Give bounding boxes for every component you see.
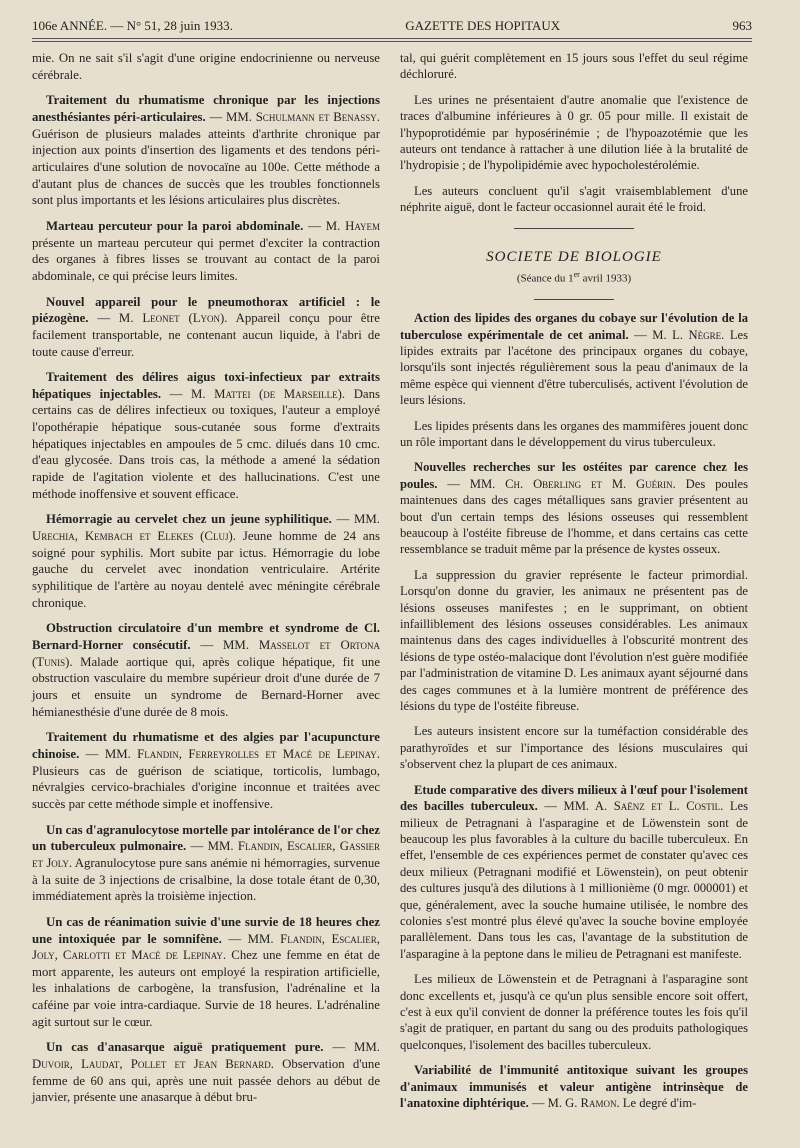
paragraph-body: La suppression du gravier représente le facteur primordial. Lorsqu'on donne du gravier, les animaux ne présentent pas de lésions osseuses manifestes ; en le supprimant, on obtient infailliblement des lésions osseuses considérables. Les animaux maintenus dans des cages individuelles à l'obscurité montrent des lésions de type ostéo-malacique dont l'évolution n'est guère modifiée par l'administration de vitamine D. Les animaux ayant séjourné dans des cages communes et à la lumière montrent de préférence des lésions du type de l'ostéite fibreuse. [400,567,748,714]
abstract-title: Nouvelles recherches sur les ostéites par carence chez les poules. [400,460,748,491]
abstract-title: Traitement du rhumatisme chronique par les injections anesthésiantes péri-articulaires. [32,93,380,124]
paragraph-body: Les milieux de Petragnani à l'asparagine et de Löwenstein sont de beaucoup les plus favorables à la culture du bacille tuberculeux. En effet, l'ensemble de ces expériences permet de constater qu'avec ces deux milieux (Petragnani modifié et Löwenstein), on peut obtenir des cultures jusqu'à des dilutions à 1 millionième (0 mgr. 000001) et que, généralement, avec la souche humaine utilisée, le nombre des colonies s'est montré plus élevé qu'avec la souche bovine employée parallèlement. Dans tous les cas, l'avantage de la substitution de l'asparagine à la peptone dans le milieu de Petragnani est manifeste. [400,799,748,961]
abstract-paragraph [32,294,380,361]
abstract-title: Nouvel appareil pour le pneumothorax artificiel : le piézogène. [32,294,380,326]
paragraph-body: Les lipides présents dans les organes des mammifères jouent donc un rôle important dans le développement du virus tuberculeux. [400,418,748,449]
abstract-title: Traitement du rhumatisme et des algies par l'acupuncture chinoise. [32,730,380,761]
continued-article [400,50,748,216]
text-paragraph [400,183,748,216]
abstract-authors: — M. Mattei (de Marseille). [169,386,346,401]
abstract-authors: — MM. Flandin, Escalier, Joly, Carlotti et Macé de Lepinay. [32,931,380,963]
right-column [400,50,748,1120]
abstract-authors: — M. G. Ramon. [531,1096,620,1110]
text-paragraph [32,50,380,83]
abstract-title: Un cas d'agranulocytose mortelle par intolérance de l'or chez un tuberculeux pulmonaire. [32,822,380,854]
abstract-title: Obstruction circulatoire d'un membre et syndrome de Cl. Bernard-Horner consécutif. [32,621,380,652]
abstract-authors: — MM. Ch. Oberling et M. Guérin. [447,476,676,491]
paragraph-body: Le degré d'im- [622,1096,697,1110]
abstract-paragraph [32,369,380,502]
left-column [32,50,380,1115]
paragraph-body: Les auteurs concluent qu'il s'agit vraisemblablement d'une néphrite aiguë, dont le facteur occasionnel aurait été le froid. [400,183,748,215]
paragraph-body: Les milieux de Löwenstein et de Petragnani à l'asparagine sont donc excellents et, jusqu'à ce qu'un plus sensible encore soit offert, c'est à eux qu'il convient de donner la préférence toutes les fois qu'il s'agit de pratiquer, en partant du sang ou des produits pathologiques quelconques, l'isolement des bacilles tuberculeux. [400,972,748,1052]
abstract-title: Un cas d'anasarque aiguë pratiquement pure. [46,1040,324,1055]
header-page-number: 963 [732,18,752,33]
society-title: SOCIETE DE BIOLOGIE [486,248,662,265]
abstract-authors: — MM. Urechia, Kembach et Elekes (Cluj). [32,512,380,544]
abstract-authors: — MM. Flandin, Ferreyrolles et Macé de Lepinay. [85,746,380,761]
paragraph-body: présente un marteau percuteur qui permet d'exciter la contraction des organes à fibres lisses se trouvant au contact de la paroi abdominale, ce qui précise leurs limites. [32,235,380,283]
paragraph-body: Chez une femme en état de mort apparente, les auteurs ont employé la respiration artificielle, les inhalations de carbogène, la transfusion, l'adrénaline et la caféine par voie intra-cardiaque. Survie de 18 heures. L'adrénaline agit surtout sur le cœur. [32,948,380,1029]
paragraph-body: tal, qui guérit complètement en 15 jours sous l'effet du seul régime déchloruré. [400,51,748,82]
header-rule-double [32,41,752,42]
abstract-title: Un cas de réanimation suivie d'une survie de 18 heures chez une intoxiquée par le somnifène. [32,914,380,946]
abstract-paragraph [32,914,380,1031]
header-rule [32,38,752,39]
paragraph-body: Observation d'une femme de 60 ans qui, après une nuit passée dehors au début de janvier, présente une anasarque à début bru- [32,1057,381,1105]
paragraph-body: Les auteurs insistent encore sur la tuméfaction considérable des parathyroïdes et sur l'importance des lésions musculaires qui s'observent chez la plupart de ces animaux. [400,724,748,772]
session-date: (Séance du 1er avril 1933) [516,270,632,285]
paragraph-body: Des poules maintenues dans des cages métalliques sans gravier présentent au bout d'un certain temps des lésions osseuses qui ressemblent beaucoup à l'ostéite fibreuse de l'homme, et dans certains cas cette ressemblance se traduit même par la présence de kystes osseux. [400,476,748,557]
paragraph-body: Malade aortique qui, après colique hépatique, fit une obstruction vasculaire du membre supérieur droit d'une durée de 7 jours et ensuite un syndrome de Bernard-Horner avec hémianesthésie d'une durée de 8 mois. [32,654,381,719]
header-issue: 106e ANNÉE. — N° 51, 28 juin 1933. [32,18,233,33]
abstract-authors: — MM. Schulmann et Benassy. [209,109,381,124]
section-divider [514,228,634,229]
abstract-paragraph [32,218,380,285]
abstract-authors: — MM. A. Saënz et L. Costil. [544,799,724,814]
abstract-title: Hémorragie au cervelet chez un jeune syphilitique. [46,512,332,527]
abstract-title: Traitement des délires aigus toxi-infectieux par extraits hépatiques injectables. [32,370,380,401]
header-journal-title: GAZETTE DES HOPITAUX [405,18,561,33]
abstract-paragraph [400,782,748,962]
abstract-authors: — MM. Flandin, Escalier, Gassier et Joly. [32,839,380,870]
text-paragraph [400,567,748,715]
section-divider-short [534,299,614,300]
society-abstracts [400,310,748,1111]
paragraph-body: Appareil conçu pour être facilement transportable, ne contenant aucun liquide, à l'abri de toute cause d'erreur. [32,311,380,359]
abstract-authors: — M. Leonet (Lyon). [97,311,228,326]
paragraph-body: Les lipides extraits par l'acétone des principaux organes du cobaye, lorsqu'ils sont injectés régulièrement sous la peau d'animaux de la même espèce qui viennent d'être tuberculisés, activent l'évolution de leurs lésions. [400,327,749,408]
abstract-authors: — M. L. Nègre. [634,327,725,342]
abstract-authors: — M. Hayem [308,218,381,233]
abstract-paragraph [32,620,380,720]
abstract-authors: — MM. Duvoir, Laudat, Pollet et Jean Bernard. [32,1040,381,1072]
abstract-paragraph [400,459,748,557]
text-paragraph [400,50,748,83]
page-header [32,12,752,34]
abstract-paragraph [32,1039,380,1106]
text-paragraph [400,418,748,451]
abstract-paragraph [32,92,380,209]
abstract-title: Variabilité de l'immunité antitoxique suivant les groupes d'animaux immunisés et valeur antigène intrinsèque de l'anatoxine diphtérique. [400,1063,748,1110]
abstract-paragraph [32,822,380,905]
text-paragraph [400,92,748,174]
abstract-title: Marteau percuteur pour la paroi abdominale. [46,218,304,233]
paragraph-body: Plusieurs cas de guérison de sciatique, torticolis, lumbago, névralgies cervico-brachiales d'origine inconnue et traitées avec succès par cette méthode simple et inoffensive. [32,763,380,811]
paragraph-body: Guérison de plusieurs malades atteints d'arthrite chronique par injection aux points d'insertion des ligaments et des tendons péri-articulaires d'une solution de novocaïne au 100e. Cette méthode a d'autant plus de chances de succès que les troubles fonctionnels sont plus importants et les lésions articulaires plus discrètes. [32,126,380,208]
abstract-paragraph [32,729,380,812]
abstract-paragraph [400,310,748,408]
abstract-paragraph [400,1062,748,1111]
text-paragraph [400,971,748,1053]
paragraph-body: Dans certains cas de délires infectieux ou toxiques, l'auteur a employé l'opothérapie hépatique sous-cutanée sous forme d'extraits hépatiques injectables en ampoules de 5 cmc. dilués dans 10 cmc. d'eau glycosée. Dans trois cas, la méthode a amené la sédation rapide de l'agitation violente et des hallucinations. C'est une méthode inoffensive et souvent efficace. [32,386,380,501]
paragraph-body: mie. On ne sait s'il s'agit d'une origine endocrinienne ou nerveuse cérébrale. [32,51,380,82]
abstract-title: Action des lipides des organes du cobaye sur l'évolution de la tuberculose expérimentale de cet animal. [400,311,748,342]
abstract-authors: — MM. Masselot et Ortona (Tunis). [32,638,380,669]
abstract-title: Etude comparative des divers milieux à l'œuf pour l'isolement des bacilles tuberculeux. [400,782,748,814]
abstract-paragraph [32,511,380,611]
text-paragraph [400,723,748,772]
paragraph-body: Agranulocytose pure sans anémie ni hémorragies, survenue à la suite de 3 injections de crisalbine, la dose totale étant de 0,30, immédiatement après la troisième injection. [32,855,380,904]
paragraph-body: Les urines ne présentaient d'autre anomalie que l'existence de traces d'albumine inférieures à 0 gr. 05 pour mille. Il existait de l'hypoprotidémie par hyposérinémie ; de l'hypoazotémie que les auteurs ont tendance à rattacher à une dilution liée à la brutalité de l'hydropisie ; de l'hypolipidémie avec hypocholestérolémie. [400,92,748,173]
paragraph-body: Jeune homme de 24 ans soigné pour syphilis. Mort subite par ictus. Hémorragie du lobe gauche du cervelet avec inondation ventriculaire. Artérite syphilitique de l'artère au noyau dentelé avec méningite cérébrale chronique. [32,529,380,610]
